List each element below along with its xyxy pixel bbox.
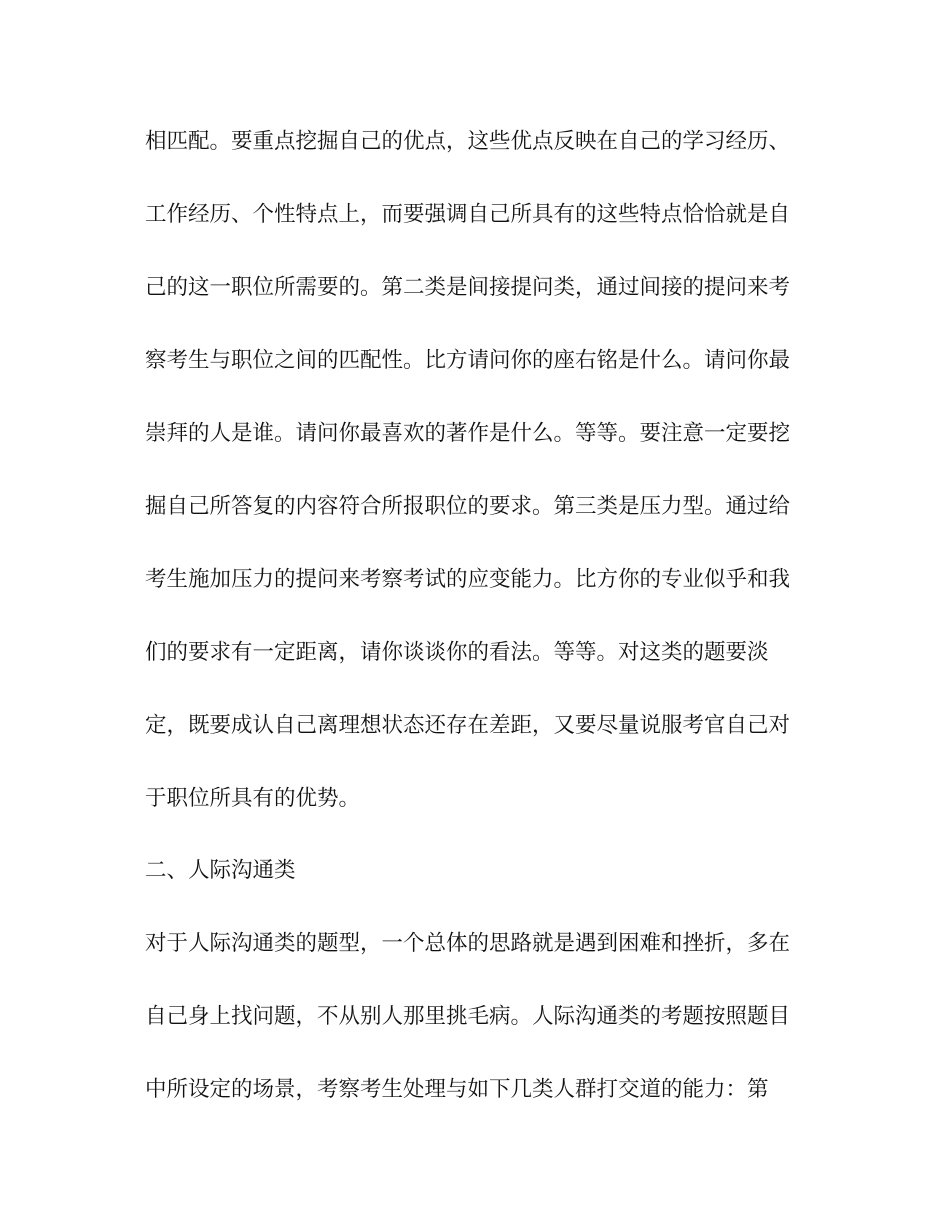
text-line-9: 定，既要成认自己离理想状态还存在差距，又要尽量说服考官自己对 [145,713,791,738]
text-line-5: 崇拜的人是谁。请问你最喜欢的著作是什么。等等。要注意一定要挖 [145,421,791,446]
text-line-3: 己的这一职位所需要的。第二类是间接提问类，通过间接的提问来考 [145,275,791,300]
section-heading: 二、人际沟通类 [145,858,296,883]
text-line-10: 于职位所具有的优势。 [145,786,361,811]
text-line-1: 相匹配。要重点挖掘自己的优点，这些优点反映在自己的学习经历、 [145,129,791,154]
text-line-6: 掘自己所答复的内容符合所报职位的要求。第三类是压力型。通过给 [145,494,791,519]
text-line-7: 考生施加压力的提问来考察考试的应变能力。比方你的专业似乎和我 [145,567,791,592]
text-line-12: 对于人际沟通类的题型，一个总体的思路就是遇到困难和挫折，多在 [145,931,791,956]
text-line-14: 中所设定的场景，考察考生处理与如下几类人群打交道的能力：第 [145,1077,769,1102]
text-line-2: 工作经历、个性特点上，而要强调自己所具有的这些特点恰恰就是自 [145,202,791,227]
text-line-8: 们的要求有一定距离，请你谈谈你的看法。等等。对这类的题要淡 [145,640,769,665]
text-line-4: 察考生与职位之间的匹配性。比方请问你的座右铭是什么。请问你最 [145,348,791,373]
text-line-13: 自己身上找问题，不从别人那里挑毛病。人际沟通类的考题按照题目 [145,1004,791,1029]
